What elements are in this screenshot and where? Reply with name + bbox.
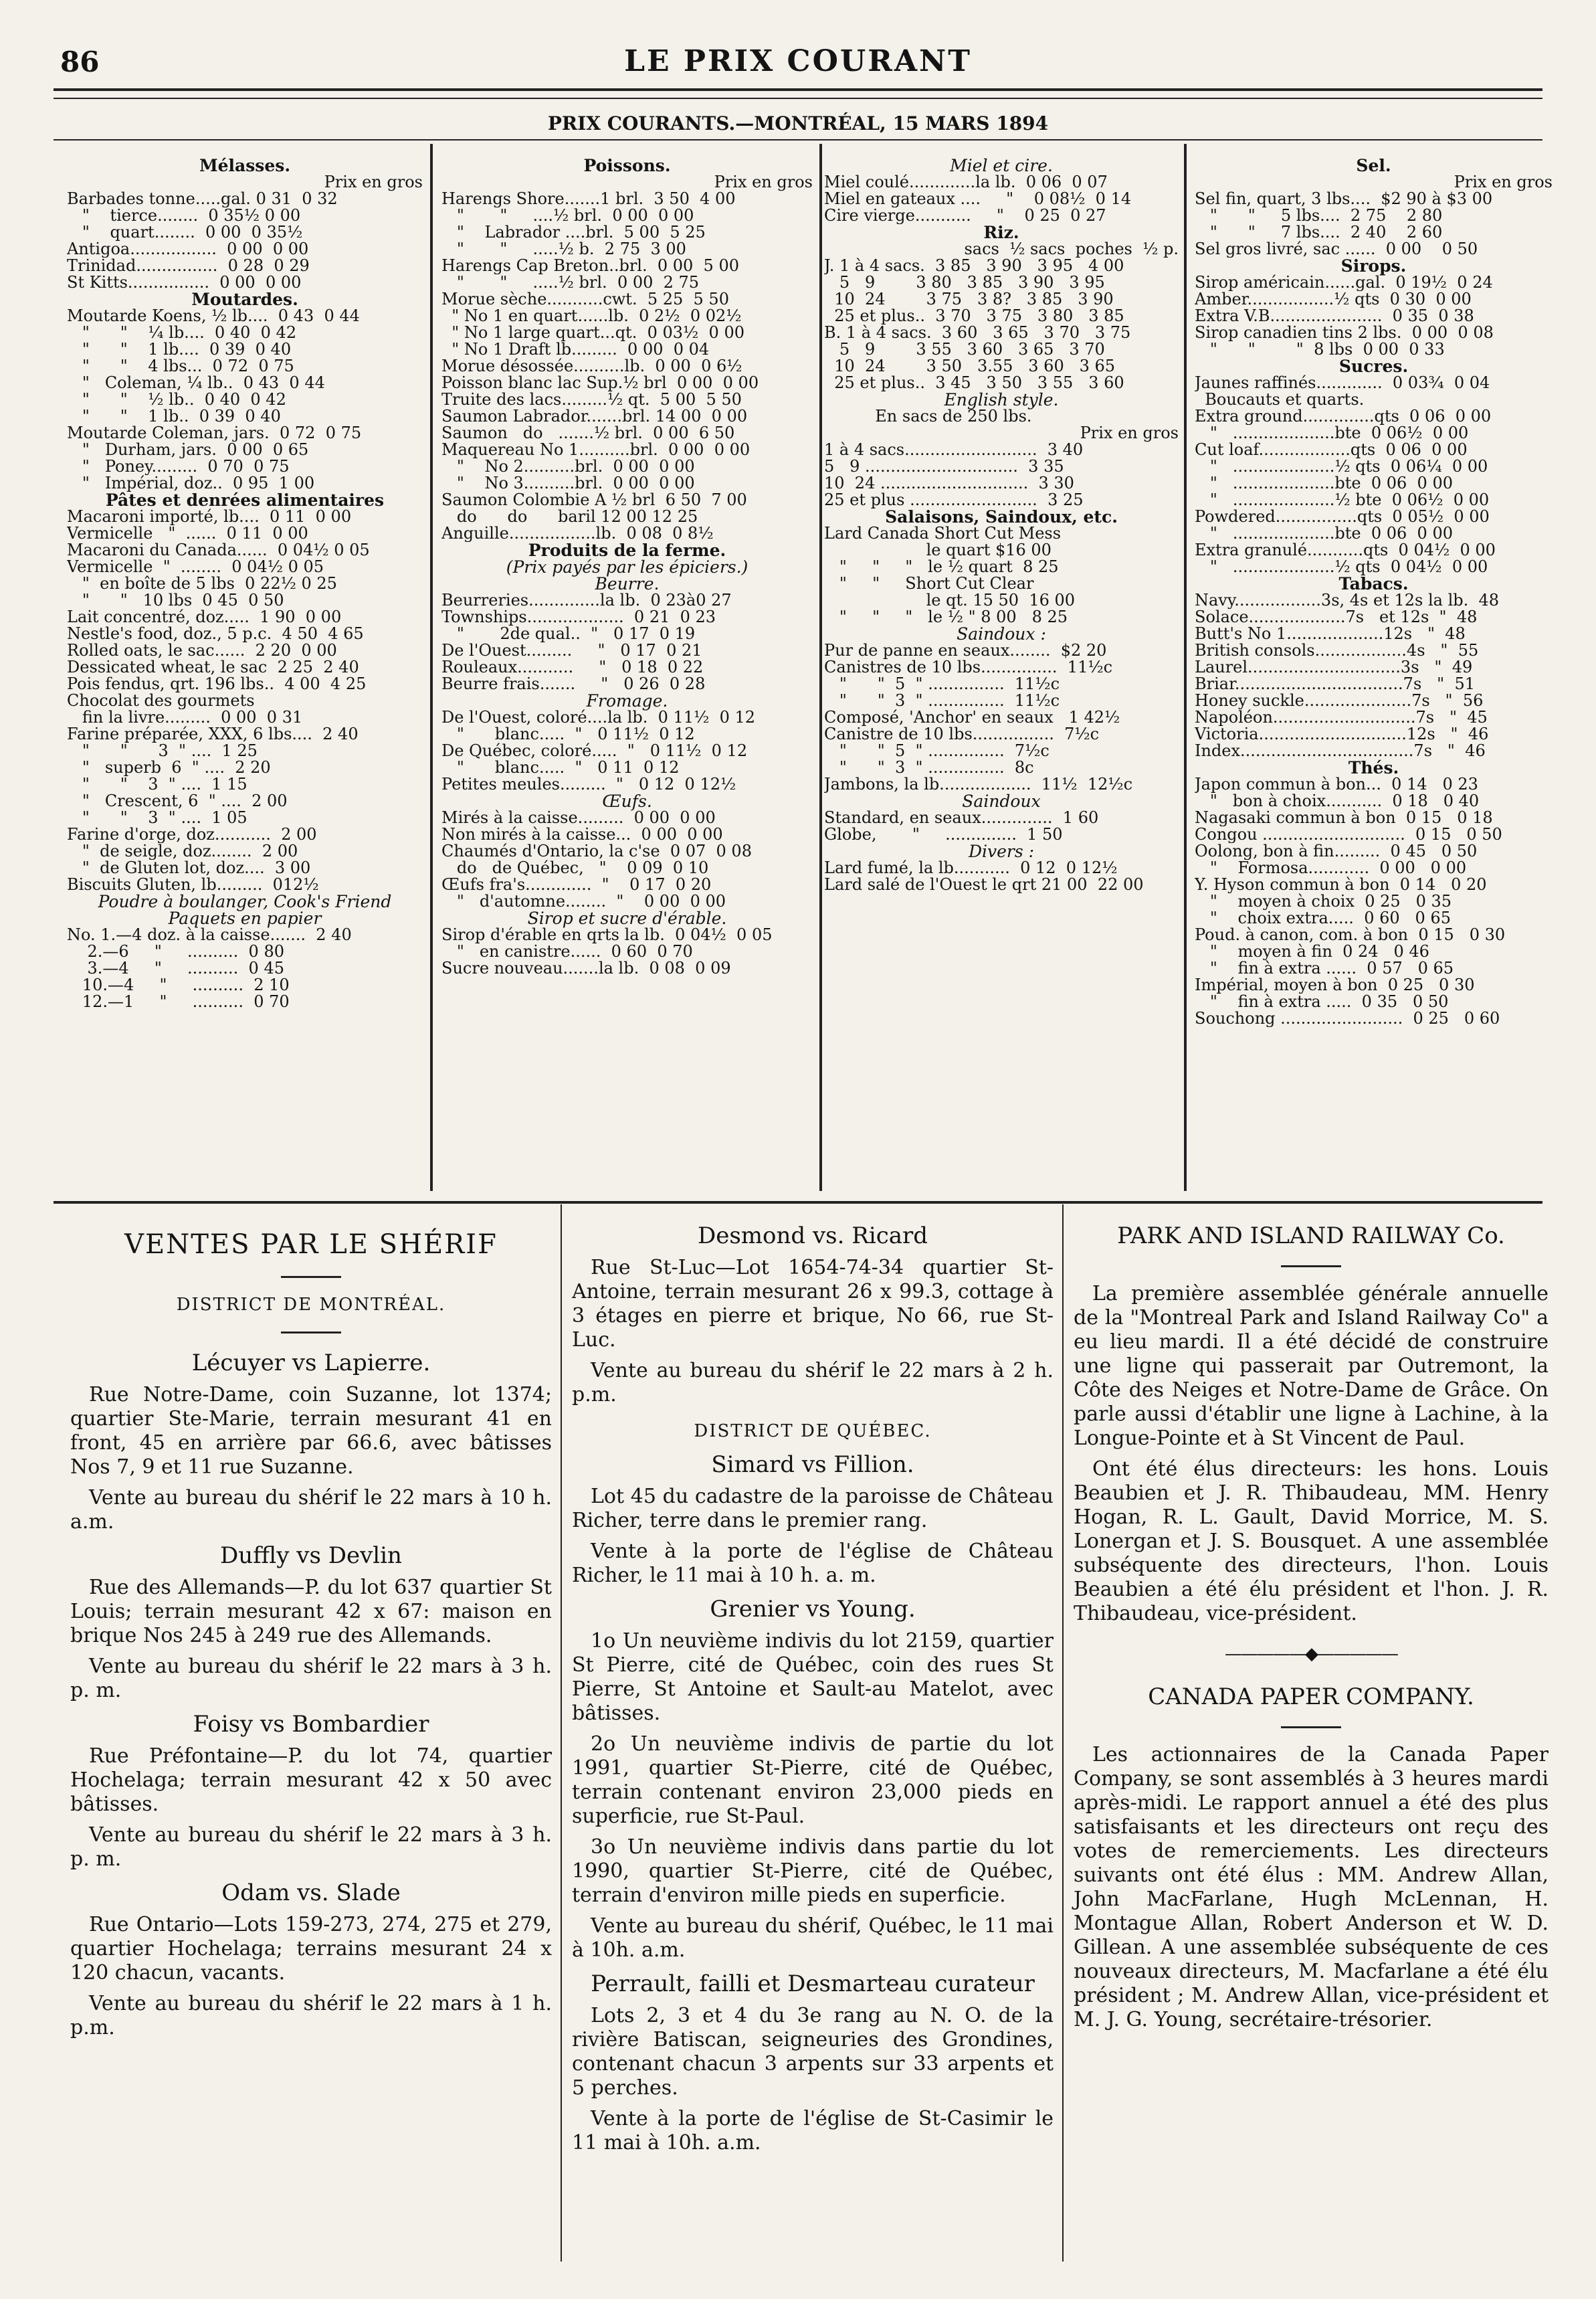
price-line: " Poney......... 0 70 0 75: [67, 458, 290, 475]
price-line: Anguille.................lb. 0 08 0 8½: [441, 525, 714, 542]
price-line: " " 3 " .... 1 25: [67, 743, 258, 759]
divider-dash: [1281, 1265, 1341, 1267]
price-line: 10 24 3 50 3.55 3 60 3 65: [824, 358, 1116, 375]
price-line: Sirop américain......gal. 0 19½ 0 24: [1195, 274, 1493, 291]
price-line: " ....................½ qts 0 04½ 0 00: [1195, 559, 1488, 575]
price-line: Antigoa................. 0 00 0 00: [67, 241, 309, 258]
price-line: " ....................bte 0 06½ 0 00: [1195, 425, 1469, 442]
price-line: 10.—4 " .......... 2 10: [67, 977, 290, 994]
section-heading: Miel et cire.: [950, 156, 1053, 175]
section-heading: Sirops.: [1340, 256, 1407, 276]
price-line: do do baril 12 00 12 25: [441, 509, 698, 525]
section-heading: Sirop et sucre d'érable.: [527, 909, 727, 928]
price-line: " " " le ½ quart 8 25: [824, 559, 1059, 575]
article-heading: DISTRICT DE MONTRÉAL.: [176, 1295, 446, 1315]
ornament: —————◆—————: [1225, 1644, 1397, 1664]
price-line: " de seigle, doz........ 2 00: [67, 843, 298, 860]
price-line: Sirop canadien tins 2 lbs. 0 00 0 08: [1195, 325, 1494, 341]
price-line: " ....................bte 0 06 0 00: [1195, 475, 1453, 492]
price-line: " fin à extra ..... 0 35 0 50: [1195, 994, 1449, 1010]
price-line: " choix extra..... 0 60 0 65: [1195, 910, 1451, 927]
article-heading: Odam vs. Slade: [221, 1879, 401, 1906]
price-line: " " 1 lb.... 0 39 0 40: [67, 341, 292, 358]
price-line: Y. Hyson commun à bon 0 14 0 20: [1195, 877, 1487, 893]
section-heading: Riz.: [983, 223, 1019, 242]
price-line: " en canistre...... 0 60 0 70: [441, 943, 693, 960]
price-line: Morue désossée..........lb. 0 00 0 6½: [441, 358, 742, 375]
paragraph: Ont été élus directeurs: les hons. Louis Beaubien et J. R. Thibaudeau, MM. Henry Hogan, R. L. Gault, David Morrice, M. S. Lonergan et J. S. Bousquet. A une assemblée subséquente des directeurs, l'hon. Louis Beaubien a été élu président et l'hon. J. R. Thibaudeau, vice-président.: [1074, 1457, 1549, 1625]
section-heading: Poudre à boulanger, Cook's Friend: [98, 892, 392, 911]
paragraph: Les actionnaires de la Canada Paper Company, se sont assemblés à 3 heures mardi après-midi. Le rapport annuel a été des plus satisfaisants et les directeurs ont reçu des votes de remerciements. Les directeurs suivants ont été élus : MM. Andrew Allan, John MacFarlane, Hugh McLennan, H. Montague Allan, Robert Anderson et W. D. Gillean. A une assemblée subséquente de ces nouveaux directeurs, M. Macfarlane a été élu président ; M. Andrew Allan, vice-président et M. J. G. Young, secrétaire-trésorier.: [1074, 1743, 1549, 2031]
price-line: Nestle's food, doz., 5 p.c. 4 50 4 65: [67, 626, 364, 642]
price-line: Dessicated wheat, le sac 2 25 2 40: [67, 659, 359, 676]
price-line: Standard, en seaux.............. 1 60: [824, 810, 1099, 826]
price-line: No. 1.—4 doz. à la caisse....... 2 40: [67, 927, 352, 943]
price-line: Impérial, moyen à bon 0 25 0 30: [1195, 977, 1475, 994]
section-heading: Saindoux: [962, 792, 1041, 811]
price-line: Saumon Labrador.......brl. 14 00 0 00: [441, 408, 748, 425]
page-number: 86: [60, 45, 100, 78]
price-line: 1 à 4 sacs.......................... 3 40: [824, 442, 1084, 458]
price-line: Lard fumé, la lb........... 0 12 0 12½: [824, 860, 1118, 877]
price-line: " No 1 Draft lb......... 0 00 0 04: [441, 341, 710, 358]
column-divider: [819, 144, 822, 1191]
price-line: Extra V.B...................... 0 35 0 38: [1195, 308, 1474, 325]
price-line: Index..................................7s " 46: [1195, 743, 1486, 759]
price-line: " " 5 " ............... 11½c: [824, 676, 1060, 693]
price-line: Maquereau No 1..........brl. 0 00 0 00: [441, 442, 751, 458]
paragraph: Lots 2, 3 et 4 du 3e rang au N. O. de la rivière Batiscan, seigneuries des Grondines, contenant chacun 3 arpents sur 33 arpents et 5 perches.: [572, 2004, 1054, 2100]
paragraph: Rue des Allemands—P. du lot 637 quartier St Louis; terrain mesurant 42 x 67: maison en brique Nos 245 à 249 rue des Allemands.: [70, 1576, 552, 1647]
section-heading: Sucres.: [1338, 357, 1409, 376]
price-line: Poisson blanc lac Sup.½ brl 0 00 0 00: [441, 375, 759, 391]
price-line: Solace...................7s et 12s " 48: [1195, 609, 1478, 626]
price-line: Beurreries..............la lb. 0 23à0 27: [441, 592, 732, 609]
paragraph: 2o Un neuvième indivis de partie du lot 1991, quartier St-Pierre, cité de Québec, terrain contenant environ 23,000 pieds en superficie, rue St-Paul.: [572, 1732, 1054, 1828]
price-line: Prix en gros: [1454, 173, 1553, 191]
price-line: Amber.................½ qts 0 30 0 00: [1195, 291, 1472, 308]
price-line: Canistres de 10 lbs............... 11½c: [824, 659, 1113, 676]
section-heading: Tabacs.: [1338, 574, 1409, 593]
price-line: 25 et plus.. 3 70 3 75 3 80 3 85: [824, 308, 1124, 325]
price-line: Townships................... 0 21 0 23: [441, 609, 716, 626]
price-line: Saumon Colombie A ½ brl 6 50 7 00: [441, 492, 747, 509]
price-line: Canistre de 10 lbs................ 7½c: [824, 726, 1100, 743]
price-line: Miel en gateaux .... " 0 08½ 0 14: [824, 191, 1132, 207]
price-line: Rolled oats, le sac...... 2 20 0 00: [67, 642, 337, 659]
price-line: De l'Ouest, coloré....la lb. 0 11½ 0 12: [441, 709, 756, 726]
paragraph: Rue St-Luc—Lot 1654-74-34 quartier St-Antoine, terrain mesurant 26 x 99.3, cottage à 3 étages en pierre et brique, No 66, rue St-Luc.: [572, 1256, 1054, 1352]
price-line: Extra ground..............qts 0 06 0 00: [1195, 408, 1492, 425]
paragraph: Vente au bureau du shérif le 22 mars à 1 h. p.m.: [70, 1992, 552, 2039]
section-heading: Produits de la ferme.: [528, 541, 726, 560]
sheriff-sales-column: [70, 1214, 552, 2047]
section-heading: Moutardes.: [191, 290, 298, 309]
paragraph: Rue Ontario—Lots 159-273, 274, 275 et 279, quartier Hochelaga; terrains mesurant 24 x 120 chacun, vacants.: [70, 1913, 552, 1985]
price-line: le qt. 15 50 16 00: [824, 592, 1076, 609]
column-divider: [561, 1204, 562, 2262]
price-line: " Durham, jars. 0 00 0 65: [67, 442, 309, 458]
price-line: 10 24 3 75 3 8? 3 85 3 90: [824, 291, 1114, 308]
article-heading: Duffly vs Devlin: [220, 1542, 402, 1569]
price-line: Harengs Cap Breton..brl. 0 00 5 00: [441, 258, 739, 274]
price-line: Cut loaf..................qts 0 06 0 00: [1195, 442, 1468, 458]
price-line: " " " le ½ " 8 00 8 25: [824, 609, 1068, 626]
price-line: De Québec, coloré..... " 0 11½ 0 12: [441, 743, 748, 759]
price-line: sacs ½ sacs poches ½ p.: [964, 240, 1179, 258]
section-heading: English style.: [944, 390, 1059, 409]
price-line: Laurel..............................3s " 49: [1195, 659, 1473, 676]
column-divider: [1184, 144, 1187, 1191]
price-line: Lard Canada Short Cut Mess: [824, 525, 1062, 542]
price-line: " " 10 lbs 0 45 0 50: [67, 592, 284, 609]
article-heading: Perrault, failli et Desmarteau curateur: [591, 1970, 1035, 1997]
divider-dash: [281, 1331, 341, 1334]
sheriff-sales-continued-column: [572, 1214, 1054, 2162]
price-line: Macaroni du Canada...... 0 04½ 0 05: [67, 542, 370, 559]
price-line: 12.—1 " .......... 0 70: [67, 994, 290, 1010]
price-line: " Crescent, 6 " .... 2 00: [67, 793, 288, 810]
price-line: Prix en gros: [1080, 424, 1179, 442]
price-line: " Labrador ....brl. 5 00 5 25: [441, 224, 706, 241]
price-line: " Impérial, doz.. 0 95 1 00: [67, 475, 315, 492]
section-heading: Beurre.: [595, 574, 660, 593]
section-heading: Paquets en papier: [168, 909, 322, 928]
price-line: 25 et plus ......................... 3 25: [824, 492, 1084, 509]
price-line: " en boîte de 5 lbs 0 22½ 0 25: [67, 575, 337, 592]
article-heading: VENTES PAR LE SHÉRIF: [124, 1229, 498, 1260]
price-line: 25 et plus.. 3 45 3 50 3 55 3 60: [824, 375, 1124, 391]
price-line: Petites meules......... " 0 12 0 12½: [441, 776, 736, 793]
price-line: Non mirés à la caisse... 0 00 0 00: [441, 826, 723, 843]
price-line: Farine d'orge, doz........... 2 00: [67, 826, 317, 843]
price-line: Extra granulé...........qts 0 04½ 0 00: [1195, 542, 1496, 559]
price-line: " " 3 " ............... 11½c: [824, 693, 1060, 709]
masthead-rule: [54, 88, 1542, 91]
price-line: Vermicelle " ...... 0 11 0 00: [67, 525, 308, 542]
price-line: Napoléon............................7s " 45: [1195, 709, 1488, 726]
price-column-2: [441, 157, 813, 977]
price-line: 10 24 ............................. 3 30: [824, 475, 1074, 492]
price-line: " superb 6 " .... 2 20: [67, 759, 271, 776]
section-heading: Salaisons, Saindoux, etc.: [885, 507, 1118, 527]
price-line: J. 1 à 4 sacs. 3 85 3 90 3 95 4 00: [824, 258, 1124, 274]
subhead-rule: [54, 139, 1542, 141]
price-line: " No 1 en quart......lb. 0 2½ 0 02½: [441, 308, 742, 325]
price-line: " de Gluten lot, doz.... 3 00: [67, 860, 311, 877]
price-line: " No 1 large quart...qt. 0 03½ 0 00: [441, 325, 744, 341]
section-heading: Mélasses.: [199, 156, 291, 175]
paragraph: Vente à la porte de l'église de St-Casimir le 11 mai à 10h. a.m.: [572, 2107, 1054, 2154]
section-heading: Fromage.: [586, 691, 668, 711]
price-line: Biscuits Gluten, lb......... 012½: [67, 877, 319, 893]
price-line: En sacs de 250 lbs.: [824, 408, 1032, 425]
price-line: " d'automne........ " 0 00 0 00: [441, 893, 726, 910]
price-line: Souchong ........................ 0 25 0 60: [1195, 1010, 1500, 1027]
masthead: LE PRIX COURANT: [624, 44, 972, 78]
price-line: Harengs Shore.......1 brl. 3 50 4 00: [441, 191, 736, 207]
price-line: Beurre frais....... " 0 26 0 28: [441, 676, 706, 693]
paragraph: Vente au bureau du shérif le 22 mars à 2 h. p.m.: [572, 1359, 1054, 1406]
price-line: Congou ............................ 0 15 0 50: [1195, 826, 1502, 843]
price-line: 3.—4 " .......... 0 45: [67, 960, 284, 977]
price-line: Cire vierge........... " 0 25 0 27: [824, 207, 1106, 224]
price-line: Prix en gros: [714, 173, 813, 191]
price-line: B. 1 à 4 sacs. 3 60 3 65 3 70 3 75: [824, 325, 1131, 341]
article-heading: PARK AND ISLAND RAILWAY Co.: [1117, 1222, 1505, 1249]
price-line: British consols..................4s " 55: [1195, 642, 1479, 659]
price-line: Jambons, la lb.................. 11½ 12½c: [824, 776, 1133, 793]
paragraph: 1o Un neuvième indivis du lot 2159, quartier St Pierre, cité de Québec, coin des rues St Pierre, St Antoine et Sault-au Matelot, avec bâtisses.: [572, 1629, 1054, 1725]
price-list-subhead: PRIX COURANTS.—MONTRÉAL, 15 MARS 1894: [547, 112, 1049, 134]
paragraph: La première assemblée générale annuelle de la "Montreal Park and Island Railway Co" a eu lieu mardi. Il a été décidé de construire une ligne qui passerait par Outremont, la Côte des Neiges et Notre-Dame de Grâce. On parle aussi d'établir une ligne à Lachine, à la Longue-Pointe et à St Vincent de Paul.: [1074, 1282, 1549, 1450]
price-line: " No 3..........brl. 0 00 0 00: [441, 475, 695, 492]
price-line: Œufs fra's............. " 0 17 0 20: [441, 877, 712, 893]
price-line: Saumon do .......½ brl. 0 00 6 50: [441, 425, 735, 442]
price-column-1: [67, 157, 423, 1010]
price-column-3: [824, 157, 1179, 893]
price-line: Globe, " .............. 1 50: [824, 826, 1063, 843]
price-line: De l'Ouest......... " 0 17 0 21: [441, 642, 702, 659]
price-line: Chaumés d'Ontario, la c'se 0 07 0 08: [441, 843, 752, 860]
price-line: Pur de panne en seaux........ $2 20: [824, 642, 1107, 659]
article-heading: Simard vs Fillion.: [711, 1451, 914, 1478]
price-line: " moyen à choix 0 25 0 35: [1195, 893, 1452, 910]
price-line: Jaunes raffinés............. 0 03¾ 0 04: [1195, 375, 1490, 391]
price-line: " Coleman, ¼ lb.. 0 43 0 44: [67, 375, 325, 391]
price-line: le quart $16 00: [824, 542, 1052, 559]
price-line: " bon à choix........... 0 18 0 40: [1195, 793, 1480, 810]
paragraph: Vente au bureau du shérif le 22 mars à 3 h. p. m.: [70, 1655, 552, 1702]
price-line: Japon commun à bon... 0 14 0 23: [1195, 776, 1478, 793]
price-line: Powdered................qts 0 05½ 0 00: [1195, 509, 1490, 525]
price-line: Composé, 'Anchor' en seaux 1 42½: [824, 709, 1120, 726]
price-line: Boucauts et quarts.: [1195, 391, 1365, 408]
price-line: " blanc..... " 0 11 0 12: [441, 759, 680, 776]
price-line: Oolong, bon à fin......... 0 45 0 50: [1195, 843, 1478, 860]
paragraph: Rue Notre-Dame, coin Suzanne, lot 1374; quartier Ste-Marie, terrain mesurant 41 en front, 45 en arrière par 66.6, avec bâtisses Nos 7, 9 et 11 rue Suzanne.: [70, 1383, 552, 1479]
section-rule: [54, 1201, 1542, 1204]
price-line: Sel gros livré, sac ...... 0 00 0 50: [1195, 241, 1478, 258]
article-heading: Desmond vs. Ricard: [697, 1222, 928, 1249]
section-heading: Thés.: [1348, 758, 1399, 777]
price-line: " " 5 " ............... 7½c: [824, 743, 1050, 759]
article-heading: Foisy vs Bombardier: [193, 1711, 429, 1738]
price-line: " ....................bte 0 06 0 00: [1195, 525, 1453, 542]
price-line: " moyen à fin 0 24 0 46: [1195, 943, 1429, 960]
price-line: " " " 8 lbs 0 00 0 33: [1195, 341, 1445, 358]
page-header: [54, 32, 1542, 79]
price-line: " tierce........ 0 35½ 0 00: [67, 207, 301, 224]
price-line: " " Short Cut Clear: [824, 575, 1034, 592]
article-heading: DISTRICT DE QUÉBEC.: [694, 1421, 932, 1441]
price-line: " " 3 " .... 1 15: [67, 776, 247, 793]
price-line: Poud. à canon, com. à bon 0 15 0 30: [1195, 927, 1506, 943]
section-heading: Saindoux :: [957, 624, 1046, 644]
price-line: Farine préparée, XXX, 6 lbs.... 2 40: [67, 726, 359, 743]
price-line: Lard salé de l'Ouest le qrt 21 00 22 00: [824, 877, 1144, 893]
price-line: Navy.................3s, 4s et 12s la lb. 48: [1195, 592, 1500, 609]
price-line: " " 1 lb.. 0 39 0 40: [67, 408, 281, 425]
price-line: Briar.................................7s " 51: [1195, 676, 1475, 693]
masthead-rule-thin: [54, 98, 1542, 99]
price-column-4: [1195, 157, 1553, 1027]
price-line: " " 7 lbs.... 2 40 2 60: [1195, 224, 1443, 241]
divider-dash: [1281, 1726, 1341, 1728]
price-line: Sucre nouveau.......la lb. 0 08 0 09: [441, 960, 731, 977]
paragraph: Rue Préfontaine—P. du lot 74, quartier Hochelaga; terrain mesurant 42 x 50 avec bâtisses.: [70, 1744, 552, 1816]
price-line: Victoria.............................12s " 46: [1195, 726, 1489, 743]
price-line: Prix en gros: [324, 173, 423, 191]
article-heading: CANADA PAPER COMPANY.: [1148, 1683, 1474, 1710]
price-line: Vermicelle " ........ 0 04½ 0 05: [67, 559, 324, 575]
price-line: Pois fendus, qrt. 196 lbs.. 4 00 4 25: [67, 676, 367, 693]
price-line: " 2de qual.. " 0 17 0 19: [441, 626, 696, 642]
section-heading: Sel.: [1356, 156, 1391, 175]
price-line: " " ¼ lb.... 0 40 0 42: [67, 325, 297, 341]
section-heading: Œufs.: [602, 792, 652, 811]
price-line: " blanc..... " 0 11½ 0 12: [441, 726, 695, 743]
price-line: " " .....½ b. 2 75 3 00: [441, 241, 686, 258]
price-line: " " .....½ brl. 0 00 2 75: [441, 274, 700, 291]
price-line: " " ....½ brl. 0 00 0 00: [441, 207, 694, 224]
paragraph: Vente à la porte de l'église de Château Richer, le 11 mai à 10 h. a. m.: [572, 1540, 1054, 1587]
price-line: " " 5 lbs.... 2 75 2 80: [1195, 207, 1443, 224]
paragraph: Vente au bureau du shérif, Québec, le 11 mai à 10h. a.m.: [572, 1914, 1054, 1962]
price-line: " Formosa............ 0 00 0 00: [1195, 860, 1467, 877]
price-line: Moutarde Koens, ½ lb.... 0 43 0 44: [67, 308, 360, 325]
price-line: Mirés à la caisse......... 0 00 0 00: [441, 810, 716, 826]
price-line: " ....................½ qts 0 06¼ 0 00: [1195, 458, 1488, 475]
price-line: Trinidad................ 0 28 0 29: [67, 258, 310, 274]
section-heading: Divers :: [968, 842, 1035, 861]
article-heading: Grenier vs Young.: [710, 1596, 916, 1623]
price-line: 2.—6 " .......... 0 80: [67, 943, 284, 960]
divider-dash: [281, 1276, 341, 1278]
company-news-column: [1074, 1214, 1549, 2039]
price-line: 5 9 .............................. 3 35: [824, 458, 1064, 475]
paragraph: 3o Un neuvième indivis dans partie du lot 1990, quartier St-Pierre, cité de Québec, terrain d'environ mille pieds en superficie.: [572, 1835, 1054, 1907]
price-line: " ....................½ bte 0 06½ 0 00: [1195, 492, 1490, 509]
price-line: Morue sèche...........cwt. 5 25 5 50: [441, 291, 729, 308]
price-line: Miel coulé.............la lb. 0 06 0 07: [824, 174, 1108, 191]
price-line: Chocolat des gourmets: [67, 693, 255, 709]
section-heading: Pâtes et denrées alimentaires: [105, 490, 385, 510]
article-heading: Lécuyer vs Lapierre.: [191, 1350, 431, 1376]
price-line: Truite des lacs.........½ qt. 5 00 5 50: [441, 391, 742, 408]
price-line: Sirop d'érable en qrts la lb. 0 04½ 0 05: [441, 927, 773, 943]
price-line: " " 3 " .... 1 05: [67, 810, 247, 826]
price-line: " fin à extra ...... 0 57 0 65: [1195, 960, 1454, 977]
price-line: 5 9 3 80 3 85 3 90 3 95: [824, 274, 1105, 291]
price-line: Sel fin, quart, 3 lbs.... $2 90 à $3 00: [1195, 191, 1493, 207]
section-heading: Poissons.: [583, 156, 671, 175]
price-line: Honey suckle.....................7s " 56: [1195, 693, 1484, 709]
price-line: " quart........ 0 00 0 35½: [67, 224, 303, 241]
price-line: 5 9 3 55 3 60 3 65 3 70: [824, 341, 1105, 358]
price-line: " " 4 lbs... 0 72 0 75: [67, 358, 294, 375]
price-line: do de Québec, " 0 09 0 10: [441, 860, 709, 877]
price-line: Moutarde Coleman, jars. 0 72 0 75: [67, 425, 362, 442]
column-divider: [430, 144, 433, 1191]
price-line: Barbades tonne.....gal. 0 31 0 32: [67, 191, 338, 207]
paragraph: Lot 45 du cadastre de la paroisse de Château Richer, terre dans le premier rang.: [572, 1485, 1054, 1532]
price-line: " No 2..........brl. 0 00 0 00: [441, 458, 695, 475]
price-line: St Kitts................ 0 00 0 00: [67, 274, 302, 291]
price-line: Butt's No 1...................12s " 48: [1195, 626, 1466, 642]
price-line: fin la livre......... 0 00 0 31: [67, 709, 303, 726]
paragraph: Vente au bureau du shérif le 22 mars à 10 h. a.m.: [70, 1486, 552, 1534]
section-heading: (Prix payés par les épiciers.): [506, 557, 749, 577]
paragraph: Vente au bureau du shérif le 22 mars à 3 h. p. m.: [70, 1823, 552, 1871]
price-line: Lait concentré, doz..... 1 90 0 00: [67, 609, 342, 626]
column-divider: [1062, 1204, 1064, 2262]
price-line: " " 3 " ............... 8c: [824, 759, 1034, 776]
price-line: Macaroni importé, lb.... 0 11 0 00: [67, 509, 352, 525]
price-line: Rouleaux........... " 0 18 0 22: [441, 659, 704, 676]
price-line: Nagasaki commun à bon 0 15 0 18: [1195, 810, 1493, 826]
price-line: " " ½ lb.. 0 40 0 42: [67, 391, 286, 408]
